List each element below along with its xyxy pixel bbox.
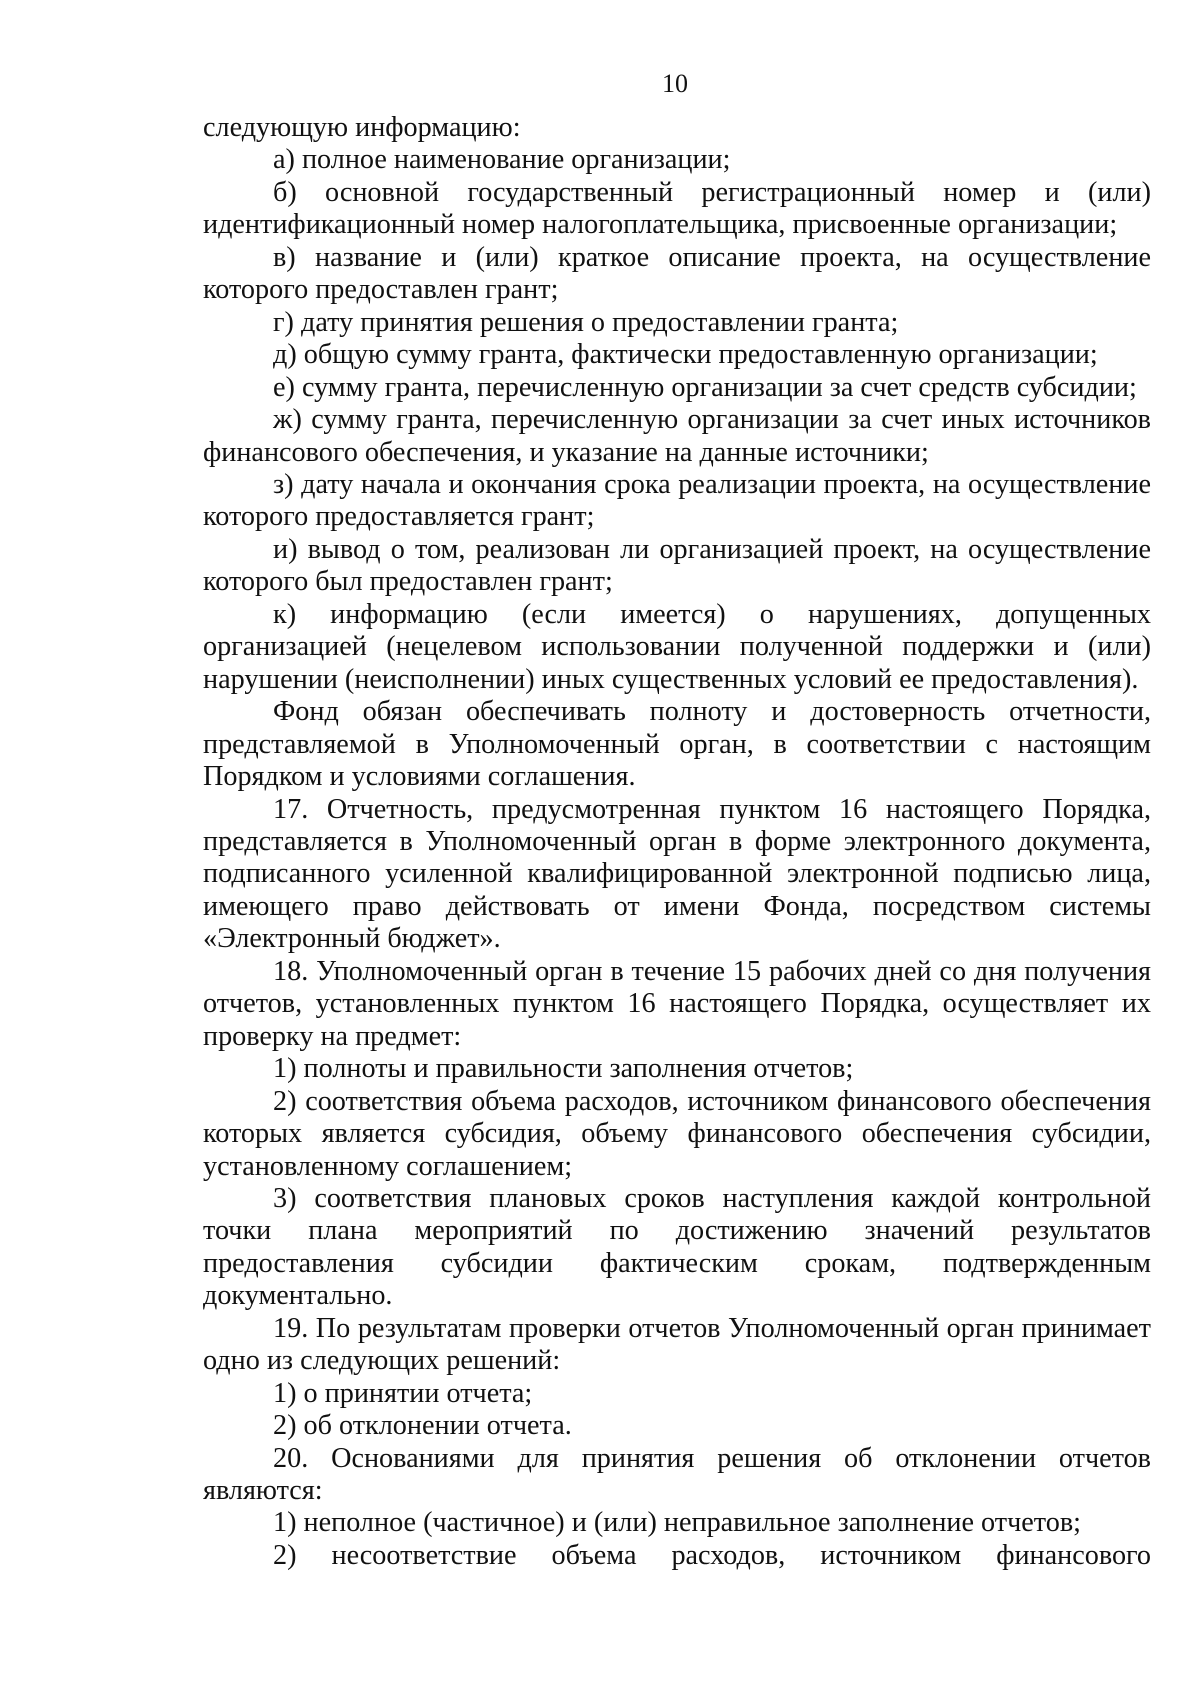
paragraph: 2) соответствия объема расходов, источником финансового обеспечения которых является субсидия, объему финансового обеспечения субсидии, установленному соглашением; (203, 1085, 1151, 1182)
paragraph: 18. Уполномоченный орган в течение 15 рабочих дней со дня получения отчетов, установленных пунктом 16 настоящего Порядка, осуществляет их проверку на предмет: (203, 955, 1151, 1052)
paragraph: 1) полноты и правильности заполнения отчетов; (273, 1053, 854, 1085)
document-body (203, 112, 1151, 1572)
paragraph: к) информацию (если имеется) о нарушениях, допущенных организацией (нецелевом использовании полученной поддержки и (или) нарушении (неисполнении) иных существенных условий ее предоставления). (203, 598, 1151, 695)
paragraph: 20. Основаниями для принятия решения об отклонении отчетов являются: (203, 1442, 1151, 1507)
paragraph: з) дату начала и окончания срока реализации проекта, на осуществление которого предоставляется грант; (203, 468, 1151, 533)
paragraph: 1) о принятии отчета; (273, 1377, 533, 1409)
paragraph: в) название и (или) краткое описание проекта, на осуществление которого предоставлен грант; (203, 241, 1151, 306)
paragraph: и) вывод о том, реализован ли организацией проект, на осуществление которого был предоставлен грант; (203, 533, 1151, 598)
paragraph: д) общую сумму гранта, фактически предоставленную организации; (273, 339, 1098, 371)
paragraph: г) дату принятия решения о предоставлении гранта; (273, 306, 899, 338)
paragraph: 2) об отклонении отчета. (273, 1410, 572, 1442)
page-number: 10 (662, 69, 688, 98)
paragraph: 2) несоответствие объема расходов, источником финансового (273, 1539, 1151, 1571)
paragraph: Фонд обязан обеспечивать полноту и достоверность отчетности, представляемой в Уполномоченный орган, в соответствии с настоящим Порядком и условиями соглашения. (203, 696, 1151, 793)
paragraph: 3) соответствия плановых сроков наступления каждой контрольной точки плана мероприятий по достижению значений результатов предоставления субсидии фактическим срокам, подтвержденным документально. (203, 1182, 1151, 1312)
paragraph: ж) сумму гранта, перечисленную организации за счет иных источников финансового обеспечения, и указание на данные источники; (203, 404, 1151, 468)
paragraph: 17. Отчетность, предусмотренная пунктом 16 настоящего Порядка, представляется в Уполномоченный орган в форме электронного документа, подписанного усиленной квалифицированной электронной подписью лица, имеющего право действовать от имени Фонда, посредством системы «Электронный бюджет». (203, 793, 1151, 955)
paragraph: 1) неполное (частичное) и (или) неправильное заполнение отчетов; (273, 1507, 1081, 1539)
paragraph: е) сумму гранта, перечисленную организации за счет средств субсидии; (273, 371, 1137, 403)
paragraph: а) полное наименование организации; (273, 144, 731, 176)
paragraph: 19. По результатам проверки отчетов Уполномоченный орган принимает одно из следующих решений: (203, 1312, 1151, 1377)
paragraph: следующую информацию: (203, 112, 521, 143)
paragraph: б) основной государственный регистрационный номер и (или) идентификационный номер налогоплательщика, присвоенные организации; (203, 176, 1151, 241)
